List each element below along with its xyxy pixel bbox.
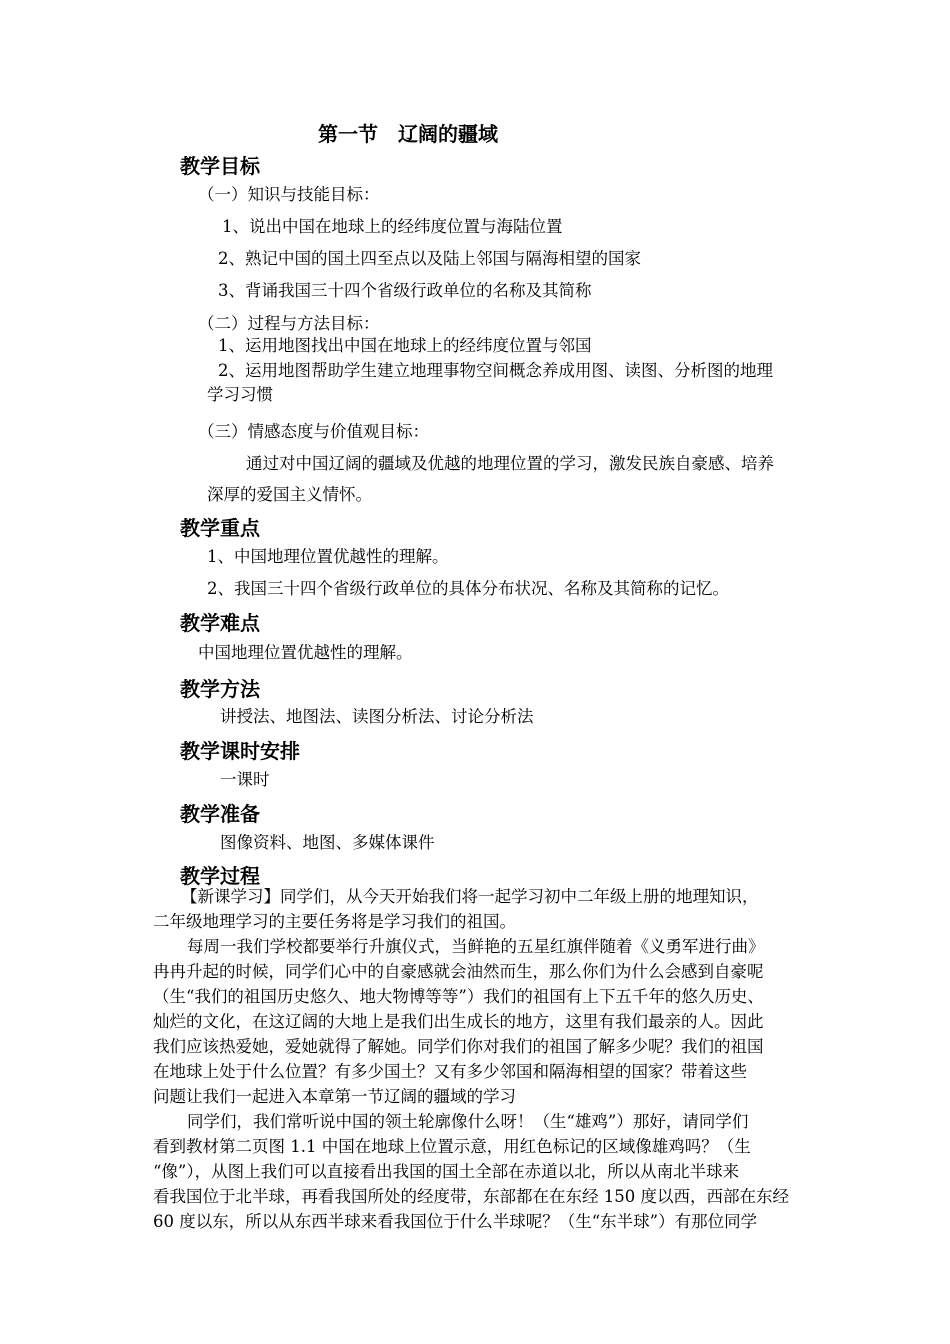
heading-schedule: 教学课时安排	[180, 739, 300, 763]
objective-item: 3、背诵我国三十四个省级行政单位的名称及其简称	[218, 281, 592, 300]
process-line: 每周一我们学校都要举行升旗仪式，当鲜艳的五星红旗伴随着《义勇军进行曲》	[187, 937, 765, 956]
heading-process: 教学过程	[180, 864, 260, 888]
heading-methods: 教学方法	[180, 677, 260, 701]
schedule-text: 一课时	[220, 770, 270, 789]
heading-keypoints: 教学重点	[180, 516, 260, 540]
keypoint-item: 2、我国三十四个省级行政单位的具体分布状况、名称及其简称的记忆。	[207, 579, 729, 598]
process-line: 灿烂的文化，在这辽阔的大地上是我们出生成长的地方，这里有我们最亲的人。因此	[153, 1012, 764, 1031]
objective-item: 1、说出中国在地球上的经纬度位置与海陆位置	[222, 217, 563, 236]
methods-text: 讲授法、地图法、读图分析法、讨论分析法	[220, 707, 534, 726]
process-line: 冉冉升起的时候，同学们心中的自豪感就会油然而生，那么你们为什么会感到自豪呢	[153, 962, 764, 981]
attitude-text: 深厚的爱国主义情怀。	[207, 485, 372, 504]
keypoint-item: 1、中国地理位置优越性的理解。	[207, 547, 449, 566]
objective-item: 2、运用地图帮助学生建立地理事物空间概念养成用图、读图、分析图的地理	[218, 361, 773, 380]
process-line: 看我国位于北半球，再看我国所处的经度带，东部都在在东经 150 度以西，西部在东经	[153, 1187, 789, 1206]
sub-heading-process: （二）过程与方法目标：	[198, 314, 380, 333]
attitude-text: 通过对中国辽阔的疆域及优越的地理位置的学习，激发民族自豪感、培养	[246, 454, 774, 473]
difficulty-text: 中国地理位置优越性的理解。	[198, 643, 413, 662]
sub-heading-attitude: （三）情感态度与价值观目标：	[198, 422, 429, 441]
heading-prep: 教学准备	[180, 802, 260, 826]
objective-item: 2、熟记中国的国土四至点以及陆上邻国与隔海相望的国家	[218, 249, 641, 268]
process-line: 我们应该热爱她，爱她就得了解她。同学们你对我们的祖国了解多少呢？我们的祖国	[153, 1037, 764, 1056]
page-title: 第一节 辽阔的疆域	[318, 122, 498, 146]
process-line: 问题让我们一起进入本章第一节辽阔的疆域的学习	[153, 1087, 516, 1106]
prep-text: 图像资料、地图、多媒体课件	[220, 833, 435, 852]
heading-difficulty: 教学难点	[180, 611, 260, 635]
sub-heading-knowledge: （一）知识与技能目标：	[198, 185, 380, 204]
process-line: 看到教材第二页图 1.1 中国在地球上位置示意，用红色标记的区域像雄鸡吗？（生	[153, 1137, 751, 1156]
heading-objectives: 教学目标	[180, 154, 260, 178]
process-line: 同学们，我们常听说中国的领土轮廓像什么呀！（生“雄鸡”）那好，请同学们	[187, 1112, 749, 1131]
process-line: 二年级地理学习的主要任务将是学习我们的祖国。	[153, 912, 516, 931]
process-line: 【新课学习】同学们，从今天开始我们将一起学习初中二年级上册的地理知识，	[181, 887, 759, 906]
process-line: “像”），从图上我们可以直接看出我国的国土全部在赤道以北，所以从南北半球来	[153, 1162, 740, 1181]
objective-item: 1、运用地图找出中国在地球上的经纬度位置与邻国	[218, 336, 592, 355]
objective-item-cont: 学习习惯	[207, 385, 273, 404]
process-line: 60 度以东，所以从东西半球来看我国位于什么半球呢？（生“东半球”）有那位同学	[153, 1212, 758, 1231]
process-line: （生“我们的祖国历史悠久、地大物博等等”）我们的祖国有上下五千年的悠久历史、	[153, 987, 764, 1006]
process-line: 在地球上处于什么位置？有多少国土？又有多少邻国和隔海相望的国家？带着这些	[153, 1062, 747, 1081]
